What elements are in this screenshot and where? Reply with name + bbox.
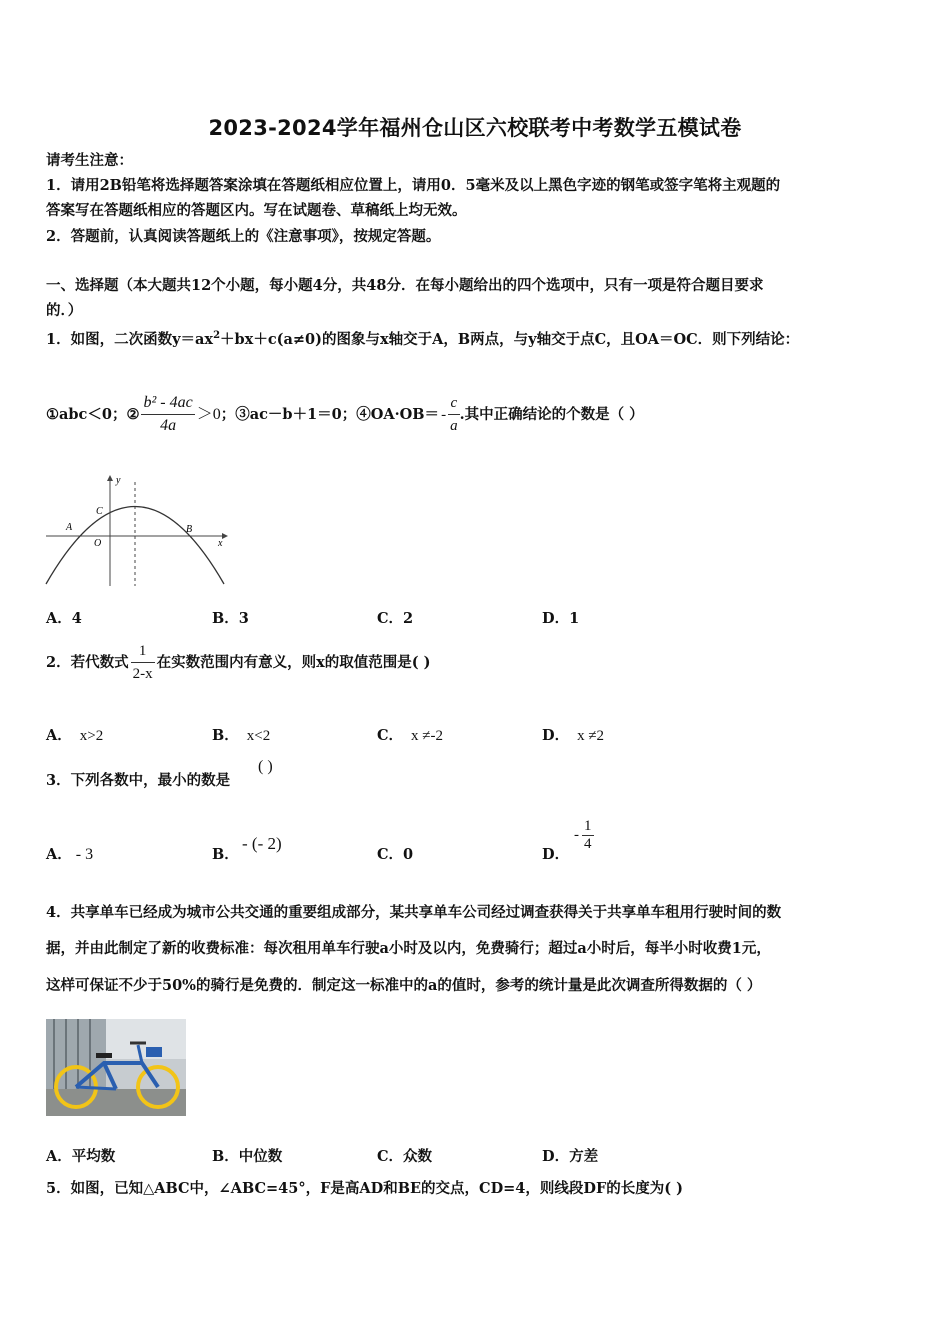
q1-fraction-4: $\frac{c}{a}$ (448, 392, 460, 437)
section-header-line-2: 的．） (46, 302, 83, 319)
q3-option-b-value: - (- 2) (242, 834, 282, 853)
q1-option-a[interactable]: A．4 (46, 610, 82, 627)
q5-stem: 5．如图，已知△ABC中，∠ABC=45°，F是高AD和BE的交点，CD=4，则线段DF的长度为( ) (46, 1180, 684, 1197)
q2-option-c[interactable]: C． x ≠-2 (377, 727, 444, 744)
q1-parabola-graph (42, 472, 232, 590)
y-axis-arrow (107, 475, 113, 481)
q2-option-a[interactable]: A． x>2 (46, 727, 104, 744)
q1-option-d[interactable]: D．1 (542, 610, 580, 627)
page-title: 2023-2024学年福州仓山区六校联考中考数学五模试卷 (208, 116, 742, 140)
q2-option-d[interactable]: D． x ≠2 (542, 727, 605, 744)
q3-option-a[interactable]: A． - 3 (46, 846, 94, 863)
label-y: y (116, 475, 121, 486)
q4-option-d[interactable]: D．方差 (542, 1148, 599, 1165)
notice-line-2: 2．答题前，认真阅读答题纸上的《注意事项》，按规定答题。 (46, 228, 441, 245)
section-header-line-1: 一、选择题（本大题共12个小题，每小题4分，共48分．在每小题给出的四个选项中，只有一项是符合题目要求 (46, 277, 764, 294)
label-x: x (218, 538, 223, 549)
q1-stem: 1．如图，二次函数$y=ax^2+bx+c(a\ne 0)$的图象与x轴交于A，B两点，与y轴交于点C，且OA＝OC．则下列结论： (46, 330, 800, 348)
q4-line-3: 这样可保证不少于50%的骑行是免费的．制定这一标准中的a的值时，参考的统计量是此次调查所得数据的（ ） (46, 977, 762, 994)
q1-option-b[interactable]: B．3 (212, 610, 249, 627)
q1-option-c[interactable]: C．2 (377, 610, 414, 627)
q3-option-c[interactable]: C．0 (377, 846, 414, 863)
notice-line-1b: 答案写在答题纸相应的答题区内。写在试题卷、草稿纸上均无效。 (46, 202, 467, 219)
label-O: O (94, 538, 102, 549)
label-C: C (96, 506, 103, 517)
q3-option-d[interactable]: D． (542, 846, 570, 863)
q4-option-b[interactable]: B．中位数 (212, 1148, 283, 1165)
q4-option-a[interactable]: A．平均数 (46, 1148, 116, 1165)
shared-bike-photo (46, 1019, 186, 1116)
label-A: A (66, 522, 73, 533)
notice-heading: 请考生注意： (46, 152, 133, 169)
notice-line-1a: 1．请用2B铅笔将选择题答案涂填在答题纸相应位置上，请用0．5毫米及以上黑色字迹的钢笔或签字笔将主观题的 (46, 177, 781, 194)
x-axis-arrow (222, 533, 228, 539)
q2-stem: 2．若代数式 $\frac{1}{2-x}$ 在实数范围内有意义，则x的取值范围是( ) (46, 640, 431, 685)
q1-fraction-2: $\frac{\text{b² - 4ac}}{4a}$ (143, 394, 193, 434)
q4-line-2: 据，并由此制定了新的收费标准：每次租用单车行驶a小时及以内，免费骑行；超过a小时后，每半小时收费1元， (46, 940, 771, 957)
q3-paren: ( ) (258, 758, 273, 775)
q3-option-b[interactable]: B． (212, 846, 239, 863)
q3-stem: 3．下列各数中，最小的数是 (46, 772, 231, 789)
q4-option-c[interactable]: C．众数 (377, 1148, 433, 1165)
q2-option-b[interactable]: B． x<2 (212, 727, 271, 744)
q2-fraction: $\frac{1}{2-x}$ (131, 640, 155, 685)
q3-option-d-value: - $\frac{1}{4}$ (574, 818, 592, 852)
label-B: B (186, 524, 193, 535)
q4-line-1: 4．共享单车已经成为城市公共交通的重要组成部分，某共享单车公司经过调查获得关于共享单车租用行驶时间的数 (46, 904, 782, 921)
q1-conclusions: ①abc＜0；② $\frac{\text{b² - 4ac}}{4a}$ ＞0 ；③ac－b＋1＝0；④OA·OB＝ - $\frac{c}{a}$ .其中正确结论的个数是（ ） (46, 392, 644, 437)
